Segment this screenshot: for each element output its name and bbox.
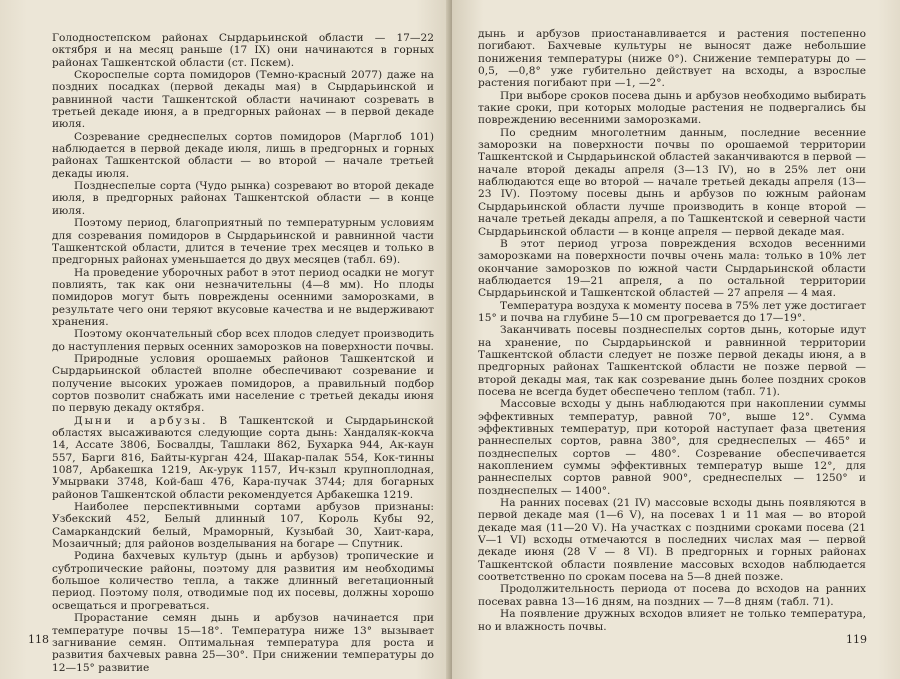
- paragraph: В этот период угроза повреждения всходов весенними заморозками на поверхности почвы очень мала: только в 10% лет окончание заморозков по южной части Сырдарьинской области наблюдается 19—21 апреля, а по остальной территории Сырдарьинской и Ташкентской областей — 27 апреля — 4 мая.: [478, 237, 866, 300]
- paragraph: дынь и арбузов приостанавливается и растения постепенно погибают. Бахчевые культуры не выносят даже небольшие понижения температуры (ниже 0°). Снижение температуры до —0,5, —0,8° уже губительно действует на всходы, а взрослые растения погибают при —1, —2°.: [478, 28, 866, 90]
- paragraph: Природные условия орошаемых районов Ташкентской и Сырдарьинской областей вполне обеспечивают созревание и получение высоких урожаев помидоров, а правильный подбор сортов позволит снабжать ими население с третьей декады июня по первую декаду октября.: [52, 352, 434, 415]
- page-number-left: 118: [28, 633, 49, 646]
- paragraph: Голодностепском районах Сырдарьинской области — 17—22 октября и на месяц раньше (17 IX) они начинаются в горных районах Ташкентской области (ст. Пскем).: [52, 32, 434, 69]
- paragraph: Родина бахчевых культур (дынь и арбузов) тропические и субтропические районы, поэтому для развития им необходимы большое количество тепла, а также длинный вегетационный период. Поэтому поля, отводимые под их посевы, должны хорошо освещаться и прогреваться.: [52, 550, 434, 612]
- melons-text: В Ташкентской и Сырдарьинской областях высаживаются следующие сорта дынь: Хандаляк-кокча 14, Ассате 3806, Босвалды, Ташлаки 862, Бухарка 944, Ак-каун 557, Барги 816, Байты-курган 424, Шакар-палак 554, Кок-тинны 1087, Арбакешка 1219, Ак-урук 1157, Ич-кзыл крупноплодная, Умырваки 3748, Кой-баш 476, Кара-пучак 3744; для богарных районов Ташкентской области рекомендуется Арбакешка 1219.: [52, 414, 434, 501]
- section-heading: Дыни и арбузы.: [74, 414, 208, 427]
- right-page-text: [478, 28, 866, 633]
- paragraph: Созревание среднеспелых сортов помидоров (Марглоб 101) наблюдается в первой декаде июля, лишь в предгорных и горных районах Ташкентской области — во второй — начале третьей декады июля.: [52, 130, 434, 180]
- paragraph: Массовые всходы у дынь наблюдаются при накоплении суммы эффективных температур, равной 70°, выше 12°. Сумма эффективных температур, при которой наступает фаза цветения раннеспелых сортов, равна 380°, для среднеспелых — 465° и позднеспелых сортов — 480°. Созревание обеспечивается накоплением суммы эффективных температур выше 12°, для раннеспелых сортов равной 900°, среднеспелых — 1250° и позднеспелых — 1400°.: [478, 398, 866, 497]
- paragraph: Прорастание семян дынь и арбузов начинается при температуре почвы 15—18°. Температура ниже 13° вызывает загнивание семян. Оптимальная температура для роста и развития бахчевых равна 25—30°. При снижении температуры до 12—15° развитие: [52, 612, 434, 674]
- right-page: [452, 0, 900, 679]
- page-number-right: 119: [846, 633, 867, 646]
- paragraph: Заканчивать посевы позднеспелых сортов дынь, которые идут на хранение, по Сырдарьинской и равнинной территории Ташкентской области следует не позже первой декады июня, а в предгорных районах Ташкентской области не позже первой — второй декады мая, так как созревание дынь более поздних сроков посева не всегда будет обеспечено теплом (табл. 71).: [478, 324, 866, 398]
- paragraph: Поэтому окончательный сбор всех плодов следует производить до наступления первых осенних заморозков на поверхности почвы.: [52, 328, 434, 353]
- paragraph: Поэтому период, благоприятный по температурным условиям для созревания помидоров в Сырдарьинской и равнинной части Ташкентской области, длится в течение трех месяцев и только в предгорных районах уменьшается до двух месяцев (табл. 69).: [52, 217, 434, 267]
- paragraph: Скороспелые сорта помидоров (Темно-красный 2077) даже на поздних посадках (первой декады мая) в Сырдарьинской и равнинной части Ташкентской области начинают созревать в третьей декаде июня, а в предгорных районах — в первой декаде июля.: [52, 69, 434, 131]
- left-page-text: [52, 32, 434, 674]
- paragraph: По средним многолетним данным, последние весенние заморозки на поверхности почвы по орошаемой территории Ташкентской и Сырдарьинской областей заканчиваются в первой — начале второй декады апреля (3—13 IV), но в 25% лет они наблюдаются еще во второй — начале третьей декады апреля (13—23 IV). Поэтому посевы дынь и арбузов по южным районам Сырдарьинской области лучше производить в конце второй — начале третьей декады апреля, а по Ташкентской и северной части Сырдарьинской области — в конце апреля — первой декаде мая.: [478, 126, 866, 238]
- melons-paragraph: [52, 415, 434, 501]
- paragraph: На появление дружных всходов влияет не только температура, но и влажность почвы.: [478, 608, 866, 633]
- paragraph: На проведение уборочных работ в этот период осадки не могут повлиять, так как они незначительны (4—8 мм). Но плоды помидоров могут быть повреждены осенними заморозками, в результате чего они теряют вкусовые качества и не выдерживают хранения.: [52, 266, 434, 328]
- paragraph: Температура воздуха к моменту посева в 75% лет уже достигает 15° и почва на глубине 5—10 см прогревается до 17—19°.: [478, 299, 866, 324]
- paragraph: Наиболее перспективными сортами арбузов признаны: Узбекский 452, Белый длинный 107, Король Кубы 92, Самаркандский белый, Мраморный, Кузыбай 30, Хаит-кара, Мозаичный; для районов возделывания на богаре — Спутник.: [52, 501, 434, 551]
- paragraph: Продолжительность периода от посева до всходов на ранних посевах равна 13—16 дням, на поздних — 7—8 дням (табл. 71).: [478, 583, 866, 608]
- paragraph: На ранних посевах (21 IV) массовые всходы дынь появляются в первой декаде мая (1—6 V), на посевах 1 и 11 мая — во второй декаде мая (11—20 V). На участках с поздними сроками посева (21 V—1 VI) всходы отмечаются в последних числах мая — первой декаде июня (28 V — 8 VI). В предгорных и горных районах Ташкентской области появление массовых всходов наблюдается соответственно по срокам посева на 5—8 дней позже.: [478, 497, 866, 584]
- paragraph: Позднеспелые сорта (Чудо рынка) созревают во второй декаде июля, в предгорных районах Ташкентской области — в конце июля.: [52, 180, 434, 217]
- paragraph: При выборе сроков посева дынь и арбузов необходимо выбирать такие сроки, при которых молодые растения не подвергались бы повреждению весенними заморозками.: [478, 89, 866, 127]
